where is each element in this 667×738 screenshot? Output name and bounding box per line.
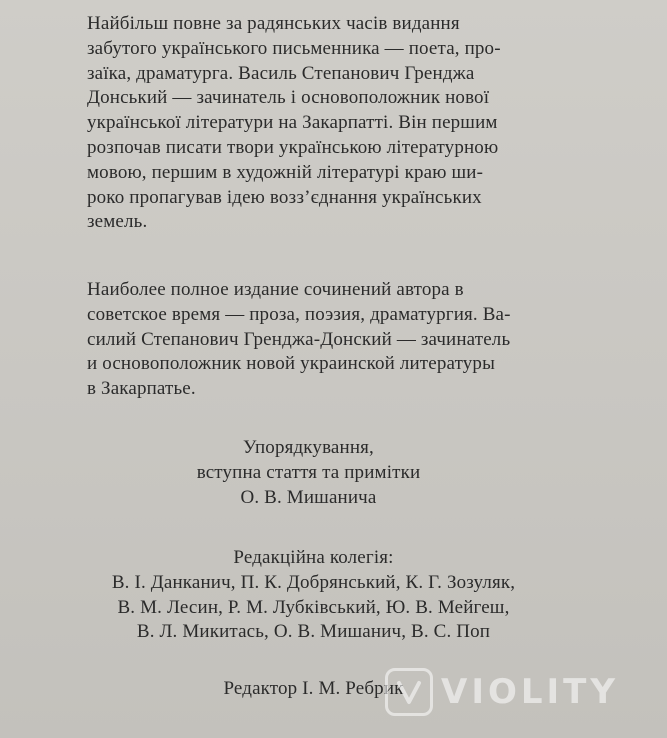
editorial-board	[0, 546, 647, 645]
board-members-line-1: В. І. Данканич, П. К. Добрянський, К. Г. Зозуляк,	[111, 571, 516, 593]
annotation-ukrainian: Найбільш повне за радянських часів видання забутого українського письменника — поета, про- заїка, драматурга. Василь Степанович Гренджа Донський — зачинатель і основоположник нової української літератури на Закарпатті. Він першим розпочав писати твори українською літературною мовою, першим в художній літературі краю ши- роко пропагував ідею возз’єднання українських земель.	[87, 13, 501, 233]
compiler-line-2: вступна стаття та примітки	[196, 461, 421, 483]
watermark	[385, 668, 619, 716]
violity-logo-icon	[385, 668, 433, 716]
board-heading: Редакційна колегія:	[233, 547, 394, 568]
annotation-russian: Наиболее полное издание сочинений автора в советское время — проза, поэзия, драматургия. Ва- силий Степанович Гренджа-Донский — зачинатель и основоположник новой украинской литературы в Закарпатье.	[87, 279, 511, 400]
editor-credit: Редактор І. М. Ребрик	[223, 678, 404, 699]
watermark-text: VIOLITY	[441, 672, 619, 712]
board-members-line-3: В. Л. Микитась, О. В. Мишанич, В. С. Поп	[136, 621, 491, 643]
compiler-name: О. В. Мишанича	[240, 486, 377, 508]
board-members-line-2: В. М. Лесин, Р. М. Лубківський, Ю. В. Мейгеш,	[117, 596, 510, 618]
compiler-credits	[0, 436, 642, 510]
compiler-line-1: Упорядкування,	[243, 437, 374, 458]
